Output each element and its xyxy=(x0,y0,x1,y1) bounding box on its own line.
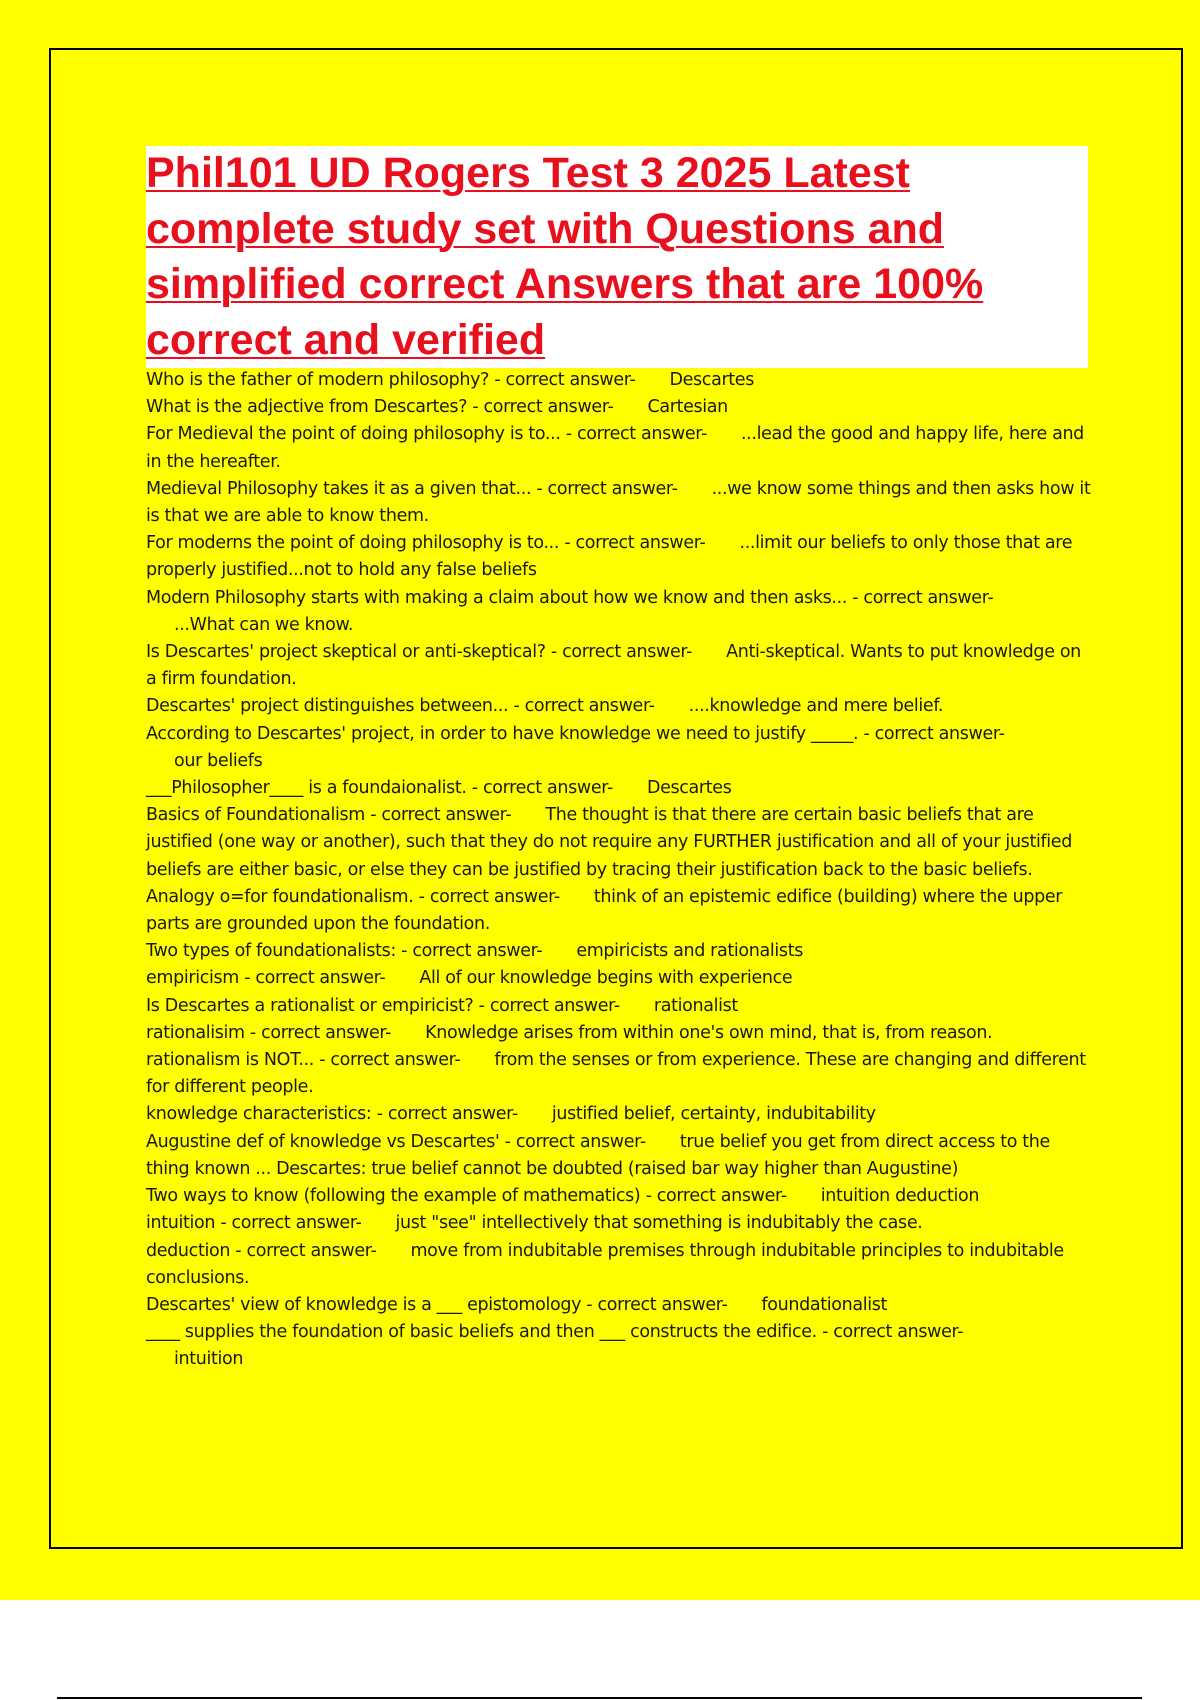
answer-text: foundationalist xyxy=(761,1294,888,1315)
answer-text: our beliefs xyxy=(174,750,263,771)
qa-item xyxy=(146,1292,1096,1319)
question-text: Medieval Philosophy takes it as a given that... - correct answer- xyxy=(146,478,678,499)
answer-text: ...lead the good and happy life, here and in the hereafter. xyxy=(146,424,1084,472)
answer-text: from the senses or from experience. These are changing and different for different people. xyxy=(146,1050,1086,1098)
answer-text: just "see" intellectively that something is indubitably the case. xyxy=(395,1213,923,1234)
question-text: According to Descartes' project, in order to have knowledge we need to justify _____. - correct answer- xyxy=(146,723,1005,744)
question-text: rationalism is NOT... - correct answer- xyxy=(146,1050,461,1071)
answer-text: empiricists and rationalists xyxy=(576,941,803,962)
question-text: Two ways to know (following the example of mathematics) - correct answer- xyxy=(146,1186,787,1207)
answer-text: Knowledge arises from within one's own mind, that is, from reason. xyxy=(425,1022,993,1043)
question-text: ____ supplies the foundation of basic beliefs and then ___ constructs the edifice. - correct answer- xyxy=(146,1322,964,1343)
qa-item xyxy=(146,965,1096,992)
question-text: Descartes' project distinguishes between... - correct answer- xyxy=(146,696,655,717)
answer-text: The thought is that there are certain basic beliefs that are justified (one way or another), such that they do not require any FURTHER justification and all of your justified beliefs are either basic, or else they can be justified by tracing their justification back to the basic beliefs. xyxy=(146,805,1072,880)
question-text: Is Descartes a rationalist or empiricist? - correct answer- xyxy=(146,995,620,1016)
answer-text: move from indubitable premises through indubitable principles to indubitable conclusions. xyxy=(146,1240,1064,1288)
question-text: Augustine def of knowledge vs Descartes' - correct answer- xyxy=(146,1131,646,1152)
question-text: deduction - correct answer- xyxy=(146,1240,377,1261)
qa-item xyxy=(146,802,1096,884)
answer-text: ...limit our beliefs to only those that are properly justified...not to hold any false beliefs xyxy=(146,533,1073,581)
qa-item xyxy=(146,367,1096,394)
qa-item xyxy=(146,421,1096,475)
question-text: ___Philosopher____ is a foundaionalist. - correct answer- xyxy=(146,778,613,799)
qa-item xyxy=(146,1020,1096,1047)
qa-item xyxy=(146,1238,1096,1292)
answer-text: ...we know some things and then asks how it is that we are able to know them. xyxy=(146,478,1091,527)
qa-item xyxy=(146,721,1096,775)
question-text: rationalisim - correct answer- xyxy=(146,1022,392,1043)
qa-item xyxy=(146,884,1096,938)
answer-text: ...What can we know. xyxy=(174,614,354,635)
question-text: Two types of foundationalists: - correct answer- xyxy=(146,941,543,962)
qa-item xyxy=(146,1183,1096,1210)
question-text: For Medieval the point of doing philosophy is to... - correct answer- xyxy=(146,424,707,445)
answer-text: Descartes xyxy=(646,778,732,799)
answer-text: rationalist xyxy=(653,995,738,1016)
qa-item xyxy=(146,1210,1096,1237)
answer-text: justified belief, certainty, indubitability xyxy=(551,1104,876,1125)
document-title: Phil101 UD Rogers Test 3 2025 Latest complete study set with Questions and simplified correct Answers that are 100% correct and verified xyxy=(146,149,984,364)
question-answer-list xyxy=(146,367,1096,1374)
qa-item xyxy=(146,530,1096,584)
qa-item xyxy=(146,585,1096,639)
answer-text: Anti-skeptical. Wants to put knowledge on a firm foundation. xyxy=(146,642,1081,690)
footer-divider xyxy=(57,1697,1142,1699)
question-text: Analogy o=for foundationalism. - correct answer- xyxy=(146,886,560,907)
question-text: Basics of Foundationalism - correct answer- xyxy=(146,805,512,826)
qa-item xyxy=(146,1101,1096,1128)
question-text: empiricism - correct answer- xyxy=(146,968,386,989)
question-text: Descartes' view of knowledge is a ___ epistomology - correct answer- xyxy=(146,1294,728,1315)
answer-text: ....knowledge and mere belief. xyxy=(688,696,944,717)
qa-item xyxy=(146,1129,1096,1183)
question-text: Is Descartes' project skeptical or anti-skeptical? - correct answer- xyxy=(146,642,693,663)
qa-item xyxy=(146,1047,1096,1101)
qa-item xyxy=(146,993,1096,1020)
qa-item xyxy=(146,1319,1096,1373)
qa-item xyxy=(146,775,1096,802)
answer-text: All of our knowledge begins with experience xyxy=(419,968,793,989)
qa-item xyxy=(146,693,1096,720)
answer-text: intuition xyxy=(174,1349,244,1370)
answer-text: Cartesian xyxy=(647,397,728,418)
question-text: Modern Philosophy starts with making a claim about how we know and then asks... - correct answer- xyxy=(146,587,994,608)
qa-item xyxy=(146,938,1096,965)
question-text: What is the adjective from Descartes? - correct answer- xyxy=(146,397,614,418)
question-text: Who is the father of modern philosophy? - correct answer- xyxy=(146,370,636,390)
qa-item xyxy=(146,639,1096,693)
question-text: intuition - correct answer- xyxy=(146,1213,362,1234)
answer-text: Descartes xyxy=(669,370,754,390)
qa-item xyxy=(146,394,1096,421)
question-text: knowledge characteristics: - correct answer- xyxy=(146,1104,518,1125)
answer-text: true belief you get from direct access to the thing known ... Descartes: true belief cannot be doubted (raised bar way higher than Augustine) xyxy=(146,1131,1050,1179)
question-text: For moderns the point of doing philosophy is to... - correct answer- xyxy=(146,533,706,554)
answer-text: intuition deduction xyxy=(820,1186,980,1207)
qa-item xyxy=(146,476,1096,530)
answer-text: think of an epistemic edifice (building) where the upper parts are grounded upon the foundation. xyxy=(146,886,1063,935)
